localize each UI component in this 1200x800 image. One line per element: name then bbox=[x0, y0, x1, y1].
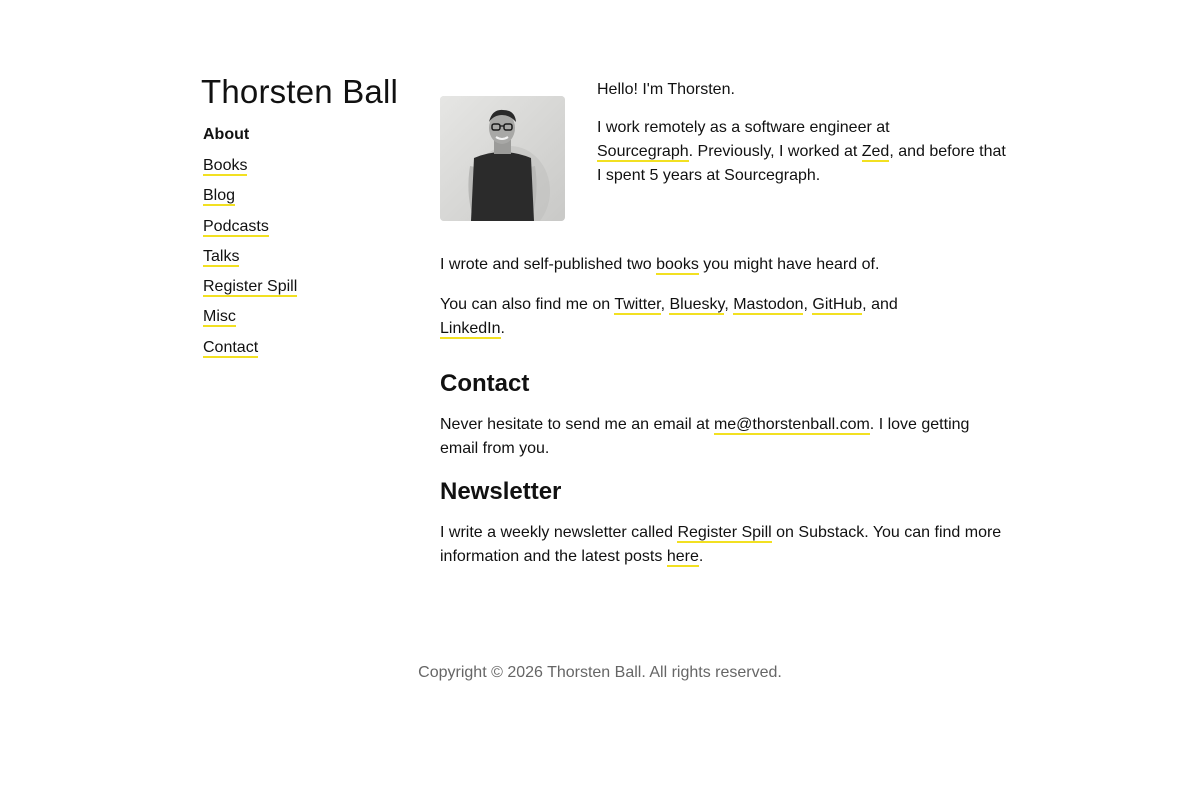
newsletter-heading: Newsletter bbox=[440, 478, 562, 505]
register-spill-link[interactable]: Register Spill bbox=[677, 524, 772, 541]
books-text-1: I wrote and self-published two bbox=[440, 256, 652, 273]
work-text-2: . Previously, I worked at bbox=[688, 143, 858, 160]
work-paragraph bbox=[597, 116, 1007, 188]
github-link[interactable]: GitHub bbox=[812, 296, 863, 313]
separator: . bbox=[698, 548, 704, 565]
twitter-link[interactable]: Twitter bbox=[614, 296, 661, 313]
bluesky-link[interactable]: Bluesky bbox=[669, 296, 725, 313]
separator: , bbox=[724, 296, 734, 313]
contact-paragraph bbox=[440, 413, 1005, 461]
nav-item-misc[interactable]: Misc bbox=[203, 308, 236, 326]
separator: , and bbox=[862, 296, 898, 313]
newsletter-text-2: on Substack. You can find more information and the latest posts bbox=[440, 524, 1002, 565]
contact-heading: Contact bbox=[440, 370, 530, 397]
nav-item-talks[interactable]: Talks bbox=[203, 247, 240, 265]
profile-photo bbox=[440, 96, 565, 221]
social-paragraph bbox=[440, 293, 1005, 341]
separator: , bbox=[660, 296, 670, 313]
footer-copyright: Copyright © 2026 Thorsten Ball. All rights reserved. bbox=[418, 664, 782, 681]
nav-item-books[interactable]: Books bbox=[203, 157, 248, 174]
work-text-3: , and before that I spent 5 years at Sourcegraph. bbox=[597, 143, 1006, 184]
portrait-image bbox=[440, 96, 565, 221]
books-text-2: you might have heard of. bbox=[703, 256, 880, 273]
social-text: You can also find me on bbox=[440, 296, 611, 313]
linkedin-link[interactable]: LinkedIn bbox=[440, 320, 501, 337]
books-paragraph bbox=[440, 253, 1005, 277]
here-link[interactable]: here bbox=[666, 548, 699, 565]
newsletter-paragraph bbox=[440, 521, 1005, 569]
nav-item-about: About bbox=[203, 126, 250, 143]
intro-section bbox=[597, 78, 1007, 202]
nav-item-podcasts[interactable]: Podcasts bbox=[203, 217, 269, 235]
work-text-1: I work remotely as a software engineer at bbox=[597, 119, 890, 136]
main-content bbox=[440, 253, 1005, 585]
contact-text-1: Never hesitate to send me an email at bbox=[440, 416, 710, 433]
separator: , bbox=[803, 296, 813, 313]
greeting-text: Hello! I'm Thorsten. bbox=[597, 81, 735, 98]
separator: . bbox=[500, 320, 505, 337]
nav-item-contact[interactable]: Contact bbox=[203, 338, 259, 356]
zed-link[interactable]: Zed bbox=[861, 143, 890, 160]
nav-item-register-spill[interactable]: Register Spill bbox=[203, 278, 298, 296]
contact-text-2: . I love getting email from you. bbox=[440, 416, 970, 457]
books-link[interactable]: books bbox=[656, 256, 699, 273]
nav-item-blog[interactable]: Blog bbox=[203, 187, 236, 205]
sidebar-nav bbox=[203, 124, 297, 367]
newsletter-text-1: I write a weekly newsletter called bbox=[440, 524, 673, 541]
site-title: Thorsten Ball bbox=[201, 73, 399, 110]
sourcegraph-link[interactable]: Sourcegraph bbox=[597, 143, 689, 160]
email-link[interactable]: me@thorstenball.com bbox=[713, 416, 870, 433]
mastodon-link[interactable]: Mastodon bbox=[733, 296, 804, 313]
